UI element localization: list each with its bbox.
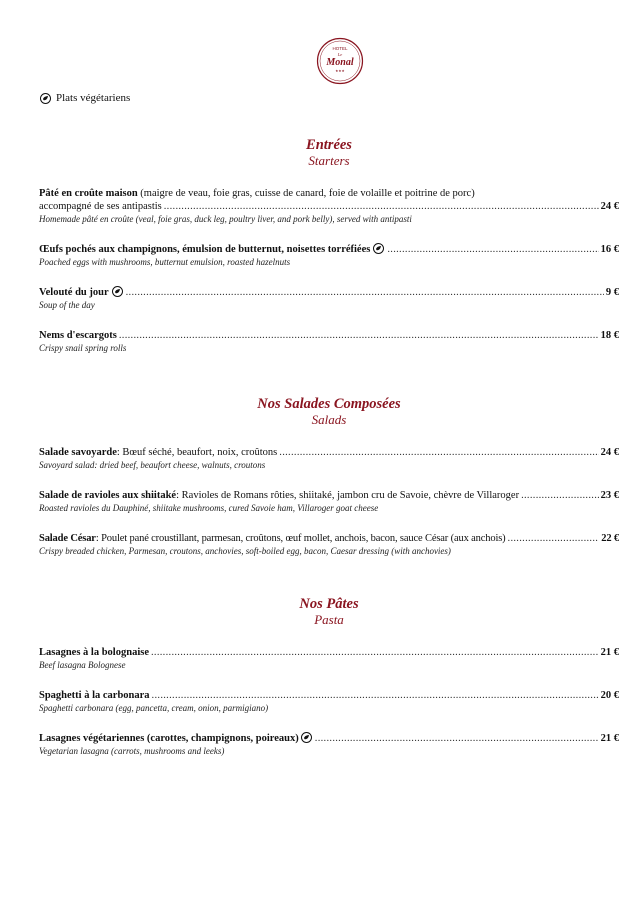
legend-label: Plats végétariens xyxy=(56,92,131,104)
section-subtitle: Starters xyxy=(308,152,350,168)
section-subtitle: Pasta xyxy=(314,611,344,627)
item-translation: Crispy breaded chicken, Parmesan, croutons, anchovies, soft-boiled egg, bacon, Caesar dressing (with anchovies) xyxy=(39,545,451,556)
logo-monal-text: Monal xyxy=(326,57,354,68)
item-translation: Savoyard salad: dried beef, beaufort cheese, walnuts, croutons xyxy=(39,459,266,470)
menu-item xyxy=(39,532,619,557)
menu-item xyxy=(39,187,619,225)
item-price: 23 € xyxy=(600,489,619,501)
item-price: 24 € xyxy=(600,200,619,212)
item-price: 21 € xyxy=(600,732,619,744)
item-translation: Vegetarian lasagna (carrots, mushrooms and leeks) xyxy=(39,745,225,756)
item-price: 20 € xyxy=(600,689,619,701)
menu-item xyxy=(39,646,619,671)
item-name: Salade César xyxy=(39,532,96,544)
logo-le-text: Le xyxy=(337,52,343,57)
item-price: 22 € xyxy=(601,532,619,544)
item-name: Nems d'escargots xyxy=(39,329,117,341)
hotel-logo xyxy=(316,37,364,85)
item-price: 21 € xyxy=(600,646,619,658)
logo-hotel-text: HOTEL xyxy=(332,46,348,51)
section-subtitle: Salads xyxy=(311,411,347,427)
vegetarian-legend xyxy=(39,92,130,104)
item-price: 9 € xyxy=(605,286,619,298)
item-price: 16 € xyxy=(600,243,619,255)
leaf-icon xyxy=(112,286,123,297)
item-desc-2: accompagné de ses antipastis xyxy=(39,200,162,212)
section-entrees xyxy=(39,137,619,354)
item-name: Lasagnes végétariennes (carottes, champignons, poireaux) xyxy=(39,732,299,744)
item-translation: Spaghetti carbonara (egg, pancetta, cream, onion, parmigiano) xyxy=(39,702,269,713)
item-translation: Roasted ravioles du Dauphiné, shiitake mushrooms, cured Savoie ham, Villaroger goat cheese xyxy=(39,502,379,513)
leaf-icon xyxy=(373,243,384,254)
item-name: Salade savoyarde xyxy=(39,446,117,458)
menu-item xyxy=(39,329,619,354)
item-desc: : Ravioles de Romans rôties, shiitaké, jambon cru de Savoie, chèvre de Villaroger xyxy=(176,489,520,501)
section-title: Nos Pâtes xyxy=(299,596,359,612)
item-name: Salade de ravioles aux shiitaké xyxy=(39,489,177,501)
leaf-icon xyxy=(40,93,51,104)
menu-item xyxy=(39,689,619,714)
item-name: Spaghetti à la carbonara xyxy=(39,689,150,701)
item-name: Œufs pochés aux champignons, émulsion de butternut, noisettes torréfiées xyxy=(39,243,371,255)
item-translation: Crispy snail spring rolls xyxy=(39,342,127,353)
item-desc: (maigre de veau, foie gras, cuisse de canard, foie de volaille et poitrine de porc) xyxy=(137,187,475,199)
item-desc: : Bœuf séché, beaufort, noix, croûtons xyxy=(116,446,278,458)
menu-item xyxy=(39,446,619,471)
menu-item xyxy=(39,243,619,268)
item-translation: Homemade pâté en croûte (veal, foie gras, duck leg, poultry liver, and pork belly), served with antipasti xyxy=(39,213,412,224)
section-salades xyxy=(39,396,619,557)
logo-seal-icon xyxy=(316,37,364,85)
item-translation: Beef lasagna Bolognese xyxy=(39,659,126,670)
item-name: Lasagnes à la bolognaise xyxy=(39,646,149,658)
menu-item xyxy=(39,489,619,514)
menu-item xyxy=(39,732,619,757)
section-title: Entrées xyxy=(306,137,352,153)
item-translation: Poached eggs with mushrooms, butternut emulsion, roasted hazelnuts xyxy=(39,256,291,267)
item-translation: Soup of the day xyxy=(39,299,95,310)
logo-stars: ★★★ xyxy=(335,69,345,73)
leaf-icon xyxy=(301,732,312,743)
item-name: Velouté du jour xyxy=(39,286,109,298)
section-pates xyxy=(39,596,619,757)
item-name: Pâté en croûte maison xyxy=(39,187,138,199)
item-price: 18 € xyxy=(600,329,619,341)
item-desc: : Poulet pané croustillant, parmesan, croûtons, œuf mollet, anchois, bacon, sauce César (aux anchois) xyxy=(95,532,506,544)
menu-item xyxy=(39,286,619,311)
item-price: 24 € xyxy=(600,446,619,458)
section-title: Nos Salades Composées xyxy=(257,396,401,412)
